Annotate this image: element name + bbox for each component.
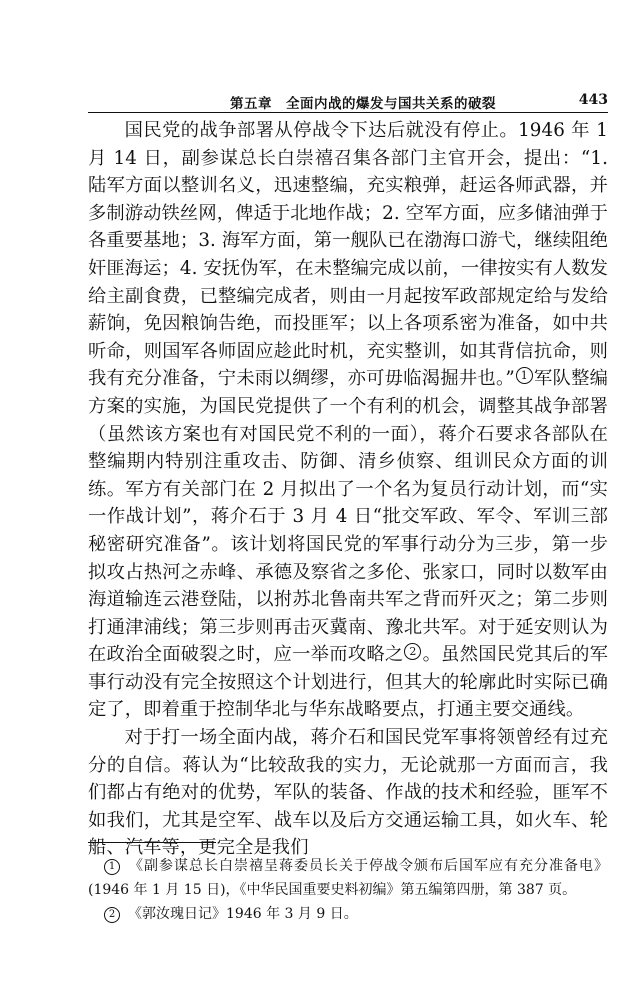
main-text [88, 117, 608, 862]
footnote-ref: 1 [516, 367, 533, 384]
footnote-text: 《副参谋总长白崇禧呈蒋委员长关于停战令颁布后国军应有充分准备电》(1946 年 1 月 15 日)，《中华民国重要史料初编》第五编第四册，第 387 页。 [88, 858, 608, 898]
paragraph-text: 。虽然国民党其后的军事行动没有完全按照这个计划进行，但其大的轮廓此时实际已确定了，即着重于控制华北与华东战略要点，打通主要交通线。 [88, 644, 609, 721]
footnotes [88, 854, 608, 926]
header-rule [88, 112, 608, 113]
paragraph [88, 117, 608, 724]
footnote-mark: 2 [104, 907, 120, 923]
footnote [88, 902, 608, 926]
footnote-mark: 1 [104, 859, 120, 875]
chapter-title: 第五章 全面内战的爆发与国共关系的破裂 [230, 96, 496, 112]
footnote-ref: 2 [404, 643, 421, 660]
running-header [88, 92, 608, 114]
footnote [88, 854, 608, 902]
paragraph: 对于打一场全面内战，蒋介石和国民党军事将领曾经有过充分的自信。蒋认为“比较敌我的实力，无论就那一方面而言，我们都占有绝对的优势，军队的装备、作战的技术和经验，匪军不如我们，尤其是空军、战车以及后方交通运输工具，如火车、轮船、汽车等，更完全是我们 [88, 727, 608, 859]
page-number: 443 [578, 92, 608, 108]
footnote-text: 《郭汝瑰日记》1946 年 3 月 9 日。 [128, 906, 358, 922]
footnote-rule [88, 842, 216, 843]
paragraph-text: 军队整编方案的实施，为国民党提供了一个有利的机会，调整其战争部署（虽然该方案也有对国民党不利的一面），蒋介石要求各部队在整编期内特别注重攻击、防御、清乡侦察、组训民众方面的训练。军方有关部门在 2 月拟出了一个名为复员行动计划，而“实一作战计划”，蒋介石于 3 月 4 日“批交军政、军令、军训三部秘密研究准备”。该计划将国民党的军事行动分为三步，第一步拟攻占热河之赤峰、承德及察省之多伦、张家口，同时以数军由海道输连云港登陆，以拊苏北鲁南共军之背而歼灭之；第二步则打通津浦线；第三步则再击灭冀南、豫北共军。对于延安则认为在政治全面破裂之时，应一举而攻略之 [88, 368, 608, 666]
paragraph-text: 国民党的战争部署从停战令下达后就没有停止。1946 年 1 月 14 日，副参谋总长白崇禧召集各部门主官开会，提出：“1. 陆军方面以整训名义，迅速整编，充实粮弹，赶运各师武器，并多制游动铁丝网，俾适于北地作战；2. 空军方面，应多储油弹于各重要基地；3. 海军方面，第一舰队已在渤海口游弋，继续阻绝奸匪海运；4. 安抚伪军，在未整编完成以前，一律按实有人数发给主副食费，已整编完成者，则由一月起按军政部规定给与发给薪饷，免因粮饷告绝，而投匪军；以上各项系密为准备，如中共听命，则国军各师固应趁此时机，充实整训，如其背信抗命，则我有充分准备，宁未雨以绸缪，亦可毋临渴掘井也。” [88, 120, 608, 390]
